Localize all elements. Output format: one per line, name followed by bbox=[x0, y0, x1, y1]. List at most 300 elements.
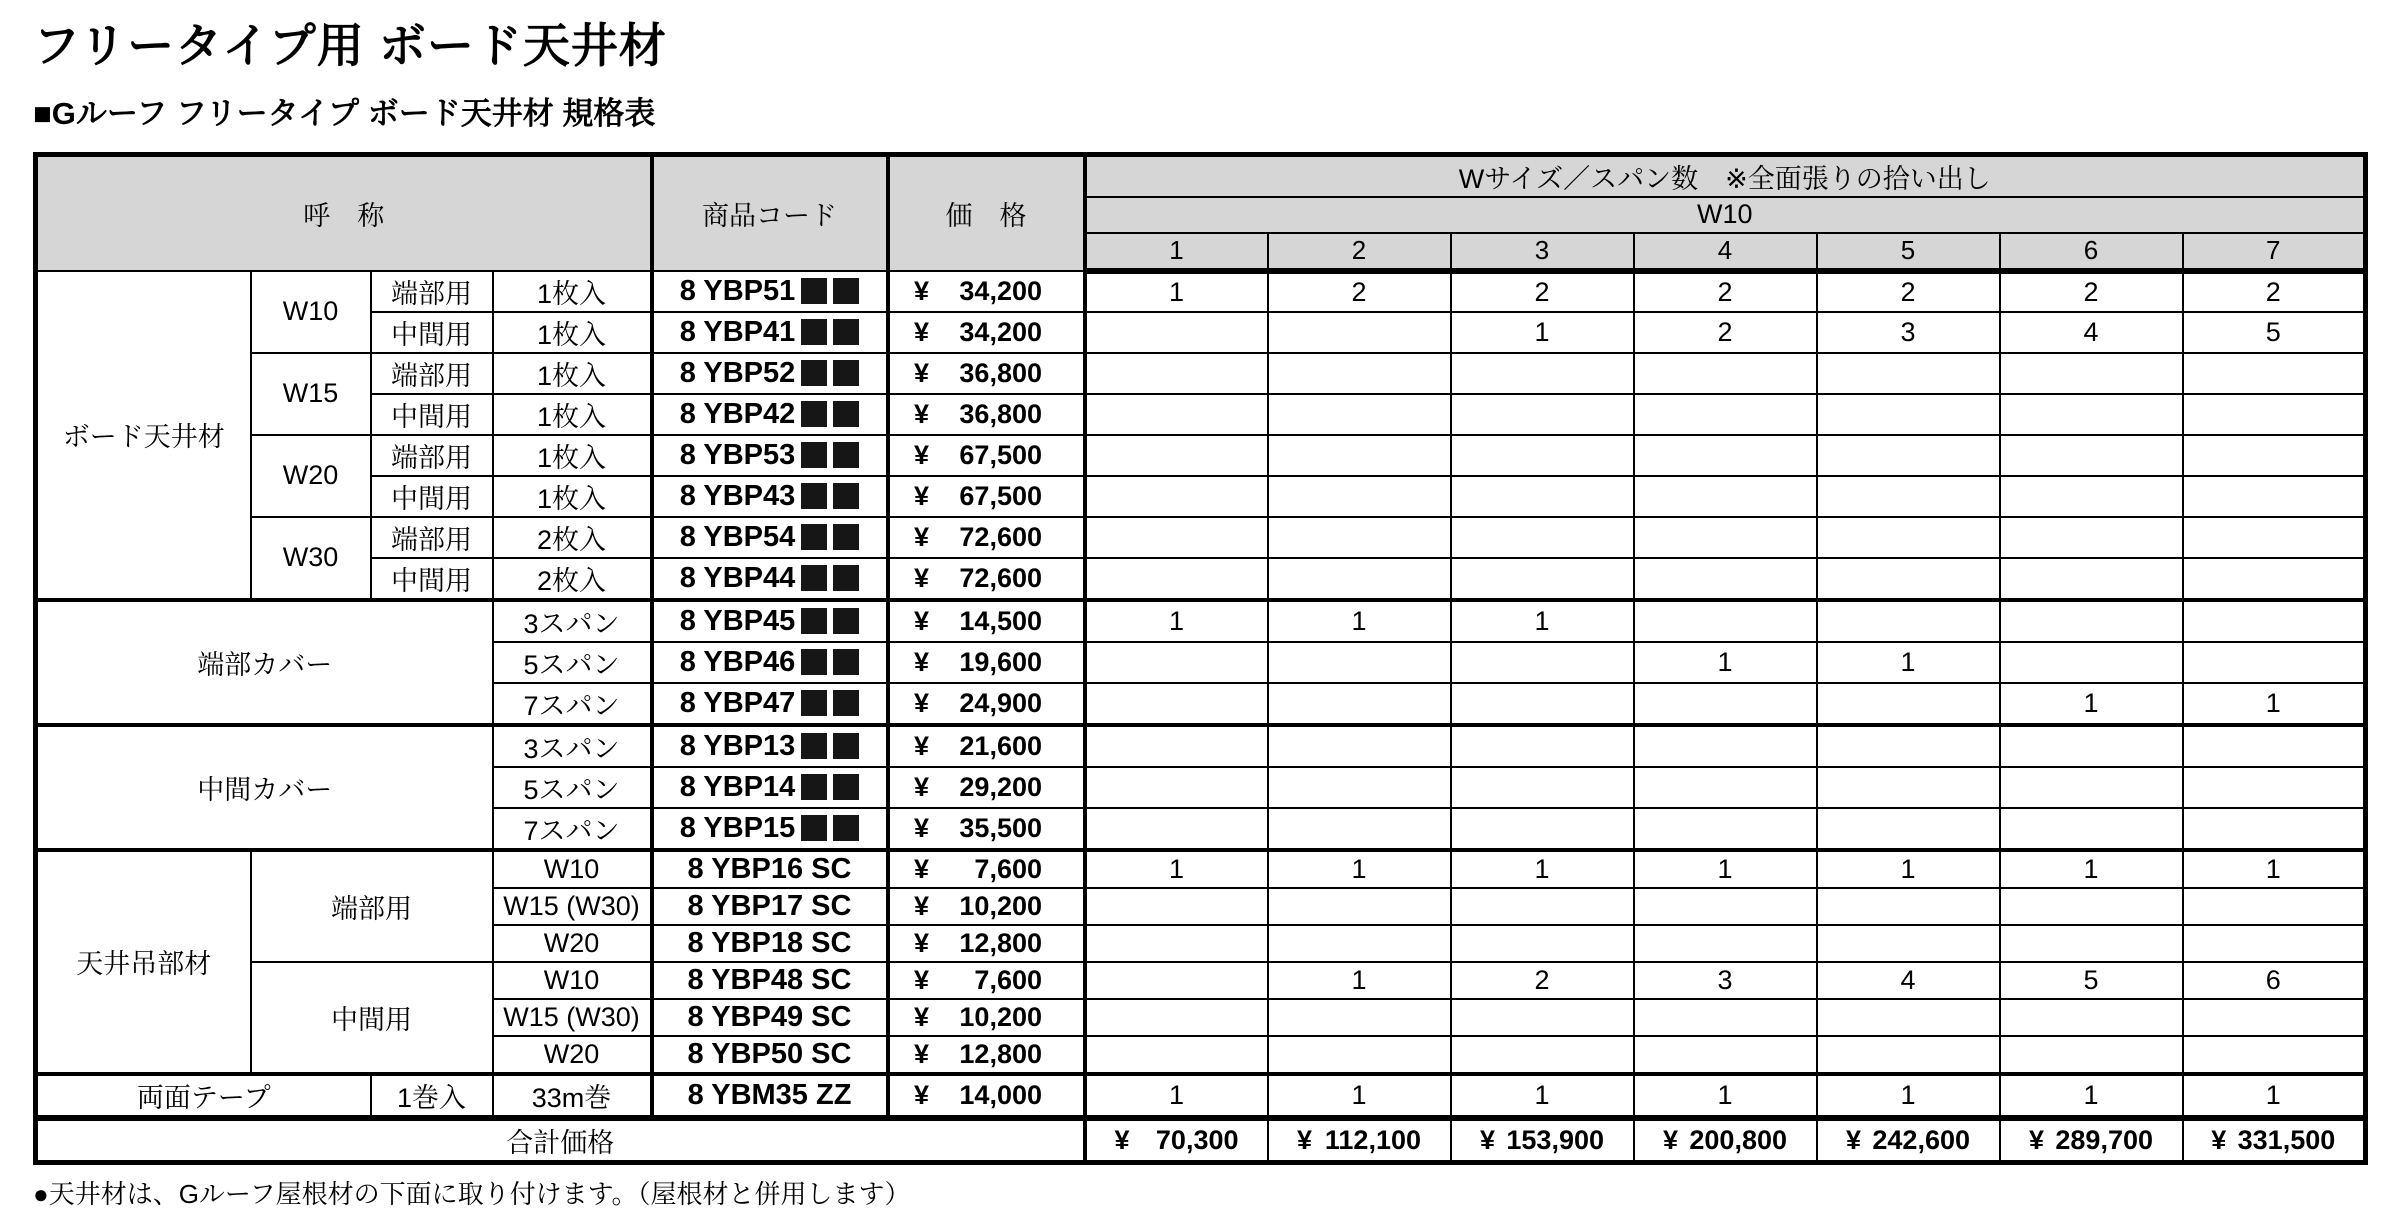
spec-label-cell: 中間用 bbox=[371, 558, 493, 600]
currency-symbol: ¥ bbox=[1663, 1124, 1679, 1155]
span-col-header-7: 7 bbox=[2183, 233, 2366, 271]
span-qty-cell: 1 bbox=[1451, 1074, 1634, 1118]
span-qty-cell: 1 bbox=[2000, 1074, 2183, 1118]
span-qty-cell bbox=[1268, 394, 1451, 435]
price-value bbox=[914, 399, 1042, 430]
price-cell bbox=[888, 925, 1085, 962]
price-value bbox=[1297, 1125, 1421, 1156]
span-qty-cell bbox=[2000, 517, 2183, 558]
span-qty-cell bbox=[2000, 476, 2183, 517]
span-qty-cell bbox=[2000, 808, 2183, 850]
spec-table-row bbox=[36, 353, 2366, 394]
spec-label-cell: ボード天井材 bbox=[36, 271, 251, 600]
span-qty-cell bbox=[1817, 394, 2000, 435]
span-qty-cell bbox=[1268, 476, 1451, 517]
currency-symbol: ¥ bbox=[914, 480, 930, 511]
spec-label-cell: W10 bbox=[493, 962, 652, 999]
color-code-swatch bbox=[801, 649, 827, 675]
spec-label-cell: 33m巻 bbox=[493, 1074, 652, 1118]
spec-table-row bbox=[36, 558, 2366, 600]
price-cell bbox=[888, 353, 1085, 394]
product-code-text: 8 YBP54 bbox=[679, 520, 796, 553]
product-code-text: 8 YBP50 SC bbox=[687, 1037, 852, 1070]
span-qty-cell bbox=[1634, 808, 1817, 850]
span-qty-cell bbox=[1817, 925, 2000, 962]
span-qty-cell bbox=[1085, 962, 1268, 999]
price-amount: 72,600 bbox=[959, 521, 1042, 552]
color-code-swatch bbox=[833, 733, 859, 759]
price-cell bbox=[888, 850, 1085, 888]
price-amount: 19,600 bbox=[959, 646, 1042, 677]
currency-symbol: ¥ bbox=[914, 771, 930, 802]
price-cell bbox=[888, 808, 1085, 850]
span-qty-cell bbox=[2183, 600, 2366, 642]
span-col-header-4: 4 bbox=[1634, 233, 1817, 271]
spec-label-cell: 両面テープ bbox=[36, 1074, 371, 1118]
span-qty-cell bbox=[1451, 767, 1634, 808]
price-cell bbox=[888, 558, 1085, 600]
span-qty-cell bbox=[1634, 600, 1817, 642]
span-qty-cell: 2 bbox=[1451, 271, 1634, 312]
span-qty-cell bbox=[2000, 394, 2183, 435]
span-qty-cell bbox=[1085, 925, 1268, 962]
color-code-swatch bbox=[801, 733, 827, 759]
span-qty-cell bbox=[2183, 394, 2366, 435]
span-qty-cell bbox=[1085, 394, 1268, 435]
span-qty-cell: 1 bbox=[1268, 600, 1451, 642]
currency-symbol: ¥ bbox=[914, 927, 930, 958]
price-amount: 12,800 bbox=[959, 1038, 1042, 1069]
span-qty-cell: 2 bbox=[1817, 271, 2000, 312]
span-qty-cell bbox=[1634, 683, 1817, 725]
product-code-text: 8 YBP51 bbox=[679, 274, 796, 307]
span-qty-cell bbox=[2183, 888, 2366, 925]
total-price-cell bbox=[1268, 1118, 1451, 1163]
currency-symbol: ¥ bbox=[914, 357, 930, 388]
span-qty-cell bbox=[1634, 435, 1817, 476]
spec-label-cell: 5スパン bbox=[493, 767, 652, 808]
color-code-swatch bbox=[833, 483, 859, 509]
page-title: フリータイプ用 ボード天井材 bbox=[33, 19, 667, 72]
price-amount: 72,600 bbox=[959, 562, 1042, 593]
product-code-cell bbox=[652, 517, 888, 558]
span-qty-cell: 1 bbox=[1451, 850, 1634, 888]
product-code bbox=[680, 812, 860, 845]
price-amount: 289,700 bbox=[2055, 1124, 2153, 1155]
price-amount: 34,200 bbox=[959, 316, 1042, 347]
span-col-header-5: 5 bbox=[1817, 233, 2000, 271]
span-qty-cell bbox=[1817, 435, 2000, 476]
span-qty-cell bbox=[1451, 725, 1634, 767]
product-code-cell bbox=[652, 999, 888, 1036]
product-code bbox=[688, 927, 852, 960]
price-cell bbox=[888, 476, 1085, 517]
span-qty-cell: 1 bbox=[2183, 683, 2366, 725]
span-qty-cell bbox=[1817, 476, 2000, 517]
span-qty-cell bbox=[1634, 558, 1817, 600]
span-qty-cell: 2 bbox=[1634, 312, 1817, 353]
span-qty-cell bbox=[1268, 435, 1451, 476]
product-code-text: 8 YBP42 bbox=[679, 397, 796, 430]
catalog-page bbox=[33, 20, 2398, 1210]
price-amount: 242,600 bbox=[1872, 1124, 1970, 1155]
span-qty-cell bbox=[1634, 767, 1817, 808]
currency-symbol: ¥ bbox=[914, 1038, 930, 1069]
span-qty-cell: 1 bbox=[1817, 1074, 2000, 1118]
price-cell bbox=[888, 767, 1085, 808]
price-value bbox=[914, 358, 1042, 389]
color-code-swatch bbox=[833, 815, 859, 841]
span-qty-cell: 2 bbox=[1268, 271, 1451, 312]
currency-symbol: ¥ bbox=[914, 812, 930, 843]
product-code bbox=[688, 1001, 852, 1034]
price-amount: 10,200 bbox=[959, 1001, 1042, 1032]
currency-symbol: ¥ bbox=[914, 398, 930, 429]
span-qty-cell bbox=[2183, 767, 2366, 808]
price-amount: 36,800 bbox=[959, 357, 1042, 388]
span-col-header-6: 6 bbox=[2000, 233, 2183, 271]
span-qty-cell bbox=[1085, 1036, 1268, 1074]
currency-symbol: ¥ bbox=[914, 646, 930, 677]
spec-label-cell: 端部用 bbox=[371, 517, 493, 558]
span-qty-cell bbox=[2000, 1036, 2183, 1074]
span-qty-cell bbox=[1451, 394, 1634, 435]
spec-table-row bbox=[36, 394, 2366, 435]
spec-table-row bbox=[36, 1074, 2366, 1118]
price-value bbox=[1115, 1125, 1239, 1156]
product-code-text: 8 YBP44 bbox=[679, 561, 796, 594]
product-code bbox=[680, 646, 860, 679]
spec-label-cell: 端部用 bbox=[371, 435, 493, 476]
price-amount: 21,600 bbox=[959, 730, 1042, 761]
span-qty-cell bbox=[1268, 642, 1451, 683]
product-code-cell bbox=[652, 312, 888, 353]
currency-symbol: ¥ bbox=[914, 964, 930, 995]
product-code-text: 8 YBP49 SC bbox=[687, 1000, 852, 1033]
product-code bbox=[680, 357, 860, 390]
product-code bbox=[680, 521, 860, 554]
color-code-swatch bbox=[801, 774, 827, 800]
product-code-text: 8 YBM35 ZZ bbox=[687, 1078, 852, 1111]
product-code-text: 8 YBP53 bbox=[679, 438, 796, 471]
span-qty-cell: 5 bbox=[2000, 962, 2183, 999]
currency-symbol: ¥ bbox=[2211, 1124, 2227, 1155]
span-qty-cell bbox=[1085, 683, 1268, 725]
color-code-swatch bbox=[833, 401, 859, 427]
price-amount: 70,300 bbox=[1155, 1124, 1239, 1155]
span-qty-cell bbox=[1817, 888, 2000, 925]
span-qty-cell bbox=[1268, 999, 1451, 1036]
product-code-cell bbox=[652, 767, 888, 808]
span-qty-cell bbox=[1817, 999, 2000, 1036]
spec-label-cell: 中間用 bbox=[371, 394, 493, 435]
span-qty-cell bbox=[1085, 888, 1268, 925]
span-qty-cell bbox=[1451, 925, 1634, 962]
color-code-swatch bbox=[833, 524, 859, 550]
product-code-cell bbox=[652, 271, 888, 312]
color-code-swatch bbox=[833, 565, 859, 591]
product-code bbox=[688, 1038, 852, 1071]
color-code-swatch bbox=[833, 442, 859, 468]
product-code bbox=[680, 730, 860, 763]
price-cell bbox=[888, 962, 1085, 999]
spec-label-cell: W15 (W30) bbox=[493, 999, 652, 1036]
w-group-header: W10 bbox=[1085, 197, 2366, 233]
span-qty-cell: 4 bbox=[1817, 962, 2000, 999]
span-qty-cell bbox=[1817, 808, 2000, 850]
color-code-swatch bbox=[801, 608, 827, 634]
span-qty-cell: 1 bbox=[1451, 312, 1634, 353]
spec-label-cell: W20 bbox=[493, 925, 652, 962]
span-qty-cell bbox=[1268, 725, 1451, 767]
price-value bbox=[914, 688, 1042, 719]
span-qty-cell bbox=[1268, 558, 1451, 600]
spec-label-cell: 1枚入 bbox=[493, 353, 652, 394]
spec-table-row bbox=[36, 600, 2366, 642]
spec-table-row bbox=[36, 312, 2366, 353]
currency-symbol: ¥ bbox=[1114, 1124, 1130, 1155]
price-value bbox=[1480, 1125, 1604, 1156]
color-code-swatch bbox=[801, 442, 827, 468]
span-qty-cell bbox=[1085, 642, 1268, 683]
spec-label-cell: 1枚入 bbox=[493, 312, 652, 353]
header-row-banner bbox=[36, 154, 2366, 197]
price-amount: 14,000 bbox=[959, 1079, 1042, 1110]
price-value bbox=[914, 276, 1042, 307]
product-code-cell bbox=[652, 600, 888, 642]
span-qty-cell bbox=[2183, 999, 2366, 1036]
spec-label-cell: W20 bbox=[251, 435, 371, 517]
span-qty-cell bbox=[2000, 558, 2183, 600]
currency-symbol: ¥ bbox=[2029, 1124, 2045, 1155]
span-qty-cell bbox=[2183, 476, 2366, 517]
span-qty-cell bbox=[2000, 353, 2183, 394]
spec-label-cell: 3スパン bbox=[493, 725, 652, 767]
price-amount: 14,500 bbox=[959, 605, 1042, 636]
product-code-cell bbox=[652, 435, 888, 476]
product-code bbox=[680, 687, 860, 720]
span-qty-cell: 3 bbox=[1817, 312, 2000, 353]
color-code-swatch bbox=[801, 690, 827, 716]
spec-label-cell: 7スパン bbox=[493, 683, 652, 725]
span-qty-cell bbox=[1085, 353, 1268, 394]
price-value bbox=[914, 563, 1042, 594]
currency-symbol: ¥ bbox=[914, 562, 930, 593]
span-qty-cell: 6 bbox=[2183, 962, 2366, 999]
spec-label-cell: 1枚入 bbox=[493, 435, 652, 476]
color-code-swatch bbox=[801, 524, 827, 550]
currency-symbol: ¥ bbox=[914, 1001, 930, 1032]
color-code-swatch bbox=[833, 278, 859, 304]
span-qty-cell bbox=[1817, 517, 2000, 558]
currency-symbol: ¥ bbox=[914, 439, 930, 470]
product-code-text: 8 YBP16 SC bbox=[687, 852, 852, 885]
price-amount: 7,600 bbox=[974, 853, 1042, 884]
span-qty-cell bbox=[1634, 476, 1817, 517]
color-code-swatch bbox=[801, 278, 827, 304]
spec-label-cell: 中間カバー bbox=[36, 725, 493, 850]
name-column-header: 呼 称 bbox=[36, 154, 652, 271]
span-banner-header: Wサイズ／スパン数 ※全面張りの拾い出し bbox=[1085, 154, 2366, 197]
span-qty-cell bbox=[1451, 999, 1634, 1036]
total-price-cell bbox=[1817, 1118, 2000, 1163]
product-code bbox=[680, 439, 860, 472]
spec-label-cell: W15 bbox=[251, 353, 371, 435]
price-amount: 12,800 bbox=[959, 927, 1042, 958]
spec-table-row bbox=[36, 435, 2366, 476]
color-code-swatch bbox=[833, 774, 859, 800]
price-value bbox=[914, 522, 1042, 553]
product-code-cell bbox=[652, 1074, 888, 1118]
span-qty-cell bbox=[2000, 888, 2183, 925]
span-qty-cell bbox=[1085, 725, 1268, 767]
span-qty-cell bbox=[2000, 999, 2183, 1036]
span-qty-cell bbox=[1085, 435, 1268, 476]
span-qty-cell bbox=[1817, 600, 2000, 642]
span-qty-cell: 1 bbox=[1634, 850, 1817, 888]
price-cell bbox=[888, 271, 1085, 312]
color-code-swatch bbox=[801, 319, 827, 345]
price-cell bbox=[888, 1036, 1085, 1074]
price-value bbox=[2029, 1125, 2153, 1156]
product-code-cell bbox=[652, 353, 888, 394]
price-amount: 10,200 bbox=[959, 890, 1042, 921]
span-qty-cell: 1 bbox=[1451, 600, 1634, 642]
product-code-cell bbox=[652, 725, 888, 767]
price-amount: 331,500 bbox=[2237, 1124, 2336, 1155]
span-qty-cell bbox=[1817, 353, 2000, 394]
total-price-cell bbox=[2000, 1118, 2183, 1163]
spec-label-cell: 中間用 bbox=[371, 312, 493, 353]
color-code-swatch bbox=[801, 360, 827, 386]
price-value bbox=[914, 1080, 1042, 1111]
product-code-text: 8 YBP15 bbox=[679, 811, 796, 844]
price-amount: 67,500 bbox=[959, 480, 1042, 511]
spec-label-cell: 2枚入 bbox=[493, 517, 652, 558]
span-qty-cell bbox=[2000, 725, 2183, 767]
price-cell bbox=[888, 600, 1085, 642]
span-qty-cell bbox=[2000, 600, 2183, 642]
price-cell bbox=[888, 999, 1085, 1036]
span-qty-cell bbox=[1268, 683, 1451, 725]
span-qty-cell bbox=[2183, 725, 2366, 767]
currency-symbol: ¥ bbox=[914, 730, 930, 761]
price-cell bbox=[888, 888, 1085, 925]
price-amount: 29,200 bbox=[959, 771, 1042, 802]
span-qty-cell bbox=[1268, 767, 1451, 808]
product-code-cell bbox=[652, 850, 888, 888]
span-qty-cell: 1 bbox=[1085, 1074, 1268, 1118]
span-qty-cell: 1 bbox=[1085, 600, 1268, 642]
spec-label-cell: 1枚入 bbox=[493, 476, 652, 517]
span-qty-cell bbox=[1268, 312, 1451, 353]
spec-label-cell: 端部カバー bbox=[36, 600, 493, 725]
spec-label-cell: 端部用 bbox=[371, 353, 493, 394]
span-qty-cell bbox=[2000, 925, 2183, 962]
span-qty-cell bbox=[1451, 517, 1634, 558]
span-qty-cell bbox=[1451, 1036, 1634, 1074]
span-qty-cell bbox=[1451, 353, 1634, 394]
spec-label-cell: W20 bbox=[493, 1036, 652, 1074]
color-code-swatch bbox=[801, 483, 827, 509]
span-qty-cell bbox=[1085, 558, 1268, 600]
color-code-swatch bbox=[833, 649, 859, 675]
spec-label-cell: 中間用 bbox=[371, 476, 493, 517]
currency-symbol: ¥ bbox=[914, 316, 930, 347]
product-code-cell bbox=[652, 476, 888, 517]
price-value bbox=[914, 891, 1042, 922]
color-code-swatch bbox=[833, 608, 859, 634]
price-cell bbox=[888, 312, 1085, 353]
color-code-swatch bbox=[801, 565, 827, 591]
currency-symbol: ¥ bbox=[914, 1079, 930, 1110]
span-qty-cell bbox=[1268, 925, 1451, 962]
product-code bbox=[680, 605, 860, 638]
span-qty-cell bbox=[1268, 808, 1451, 850]
product-code-text: 8 YBP18 SC bbox=[687, 926, 852, 959]
price-value bbox=[914, 965, 1042, 996]
currency-symbol: ¥ bbox=[914, 687, 930, 718]
span-qty-cell bbox=[1268, 353, 1451, 394]
spec-label-cell: 5スパン bbox=[493, 642, 652, 683]
price-value bbox=[914, 772, 1042, 803]
span-qty-cell: 1 bbox=[1085, 271, 1268, 312]
spec-table-row bbox=[36, 271, 2366, 312]
span-qty-cell bbox=[1817, 767, 2000, 808]
price-cell bbox=[888, 1074, 1085, 1118]
span-qty-cell: 2 bbox=[1634, 271, 1817, 312]
color-code-swatch bbox=[801, 815, 827, 841]
span-qty-cell bbox=[2183, 642, 2366, 683]
product-code-cell bbox=[652, 962, 888, 999]
code-column-header: 商品コード bbox=[652, 154, 888, 271]
span-qty-cell bbox=[1085, 999, 1268, 1036]
price-amount: 36,800 bbox=[959, 398, 1042, 429]
price-amount: 200,800 bbox=[1689, 1124, 1787, 1155]
price-amount: 7,600 bbox=[974, 964, 1042, 995]
price-value bbox=[914, 731, 1042, 762]
product-code bbox=[680, 562, 860, 595]
spec-table-footer bbox=[36, 1118, 2366, 1163]
spec-table bbox=[33, 152, 2368, 1165]
product-code-cell bbox=[652, 888, 888, 925]
span-qty-cell bbox=[1268, 888, 1451, 925]
spec-label-cell: 天井吊部材 bbox=[36, 850, 251, 1074]
span-qty-cell bbox=[1085, 312, 1268, 353]
product-code-cell bbox=[652, 925, 888, 962]
span-qty-cell: 1 bbox=[1817, 642, 2000, 683]
currency-symbol: ¥ bbox=[914, 605, 930, 636]
span-qty-cell bbox=[1634, 888, 1817, 925]
span-qty-cell bbox=[1451, 642, 1634, 683]
span-qty-cell bbox=[2000, 767, 2183, 808]
price-value bbox=[2211, 1125, 2335, 1156]
price-value bbox=[914, 928, 1042, 959]
span-qty-cell bbox=[1817, 683, 2000, 725]
price-amount: 112,100 bbox=[1324, 1124, 1421, 1155]
currency-symbol: ¥ bbox=[914, 890, 930, 921]
price-value bbox=[914, 647, 1042, 678]
span-qty-cell bbox=[1634, 999, 1817, 1036]
span-qty-cell bbox=[2000, 435, 2183, 476]
total-price-cell bbox=[2183, 1118, 2366, 1163]
price-cell bbox=[888, 725, 1085, 767]
product-code-cell bbox=[652, 808, 888, 850]
span-qty-cell bbox=[2183, 808, 2366, 850]
total-label-cell: 合計価格 bbox=[36, 1118, 1085, 1163]
span-col-header-3: 3 bbox=[1451, 233, 1634, 271]
span-qty-cell bbox=[1634, 394, 1817, 435]
